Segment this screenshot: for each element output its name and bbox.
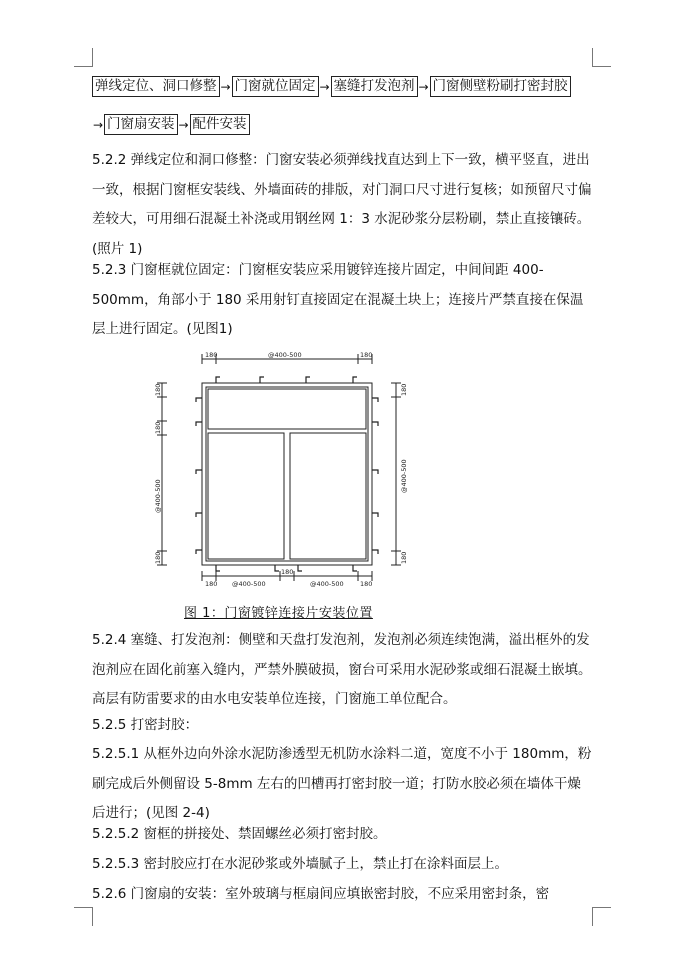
dim-left-2: 180: [154, 421, 162, 434]
dim-top-left: 180: [205, 351, 218, 359]
process-flow-line-1: [92, 76, 571, 97]
dim-left-1: 180: [154, 383, 162, 396]
paragraph-5-2-5-1: 5.2.5.1 从框外边向外涂水泥防渗透型无机防水涂料二道，宽度不小于 180mm，粉刷完成后外侧留设 5-8mm 左右的凹槽再打密封胶一道；打防水胶必须在墙体干燥后进行；(见图 2-4): [92, 746, 592, 821]
arrow-right-icon: →: [418, 79, 429, 94]
crop-mark-bottom-left: [74, 907, 93, 926]
paragraph-5-2-5-2: 5.2.5.2 窗框的拼接处、禁固螺丝必须打密封胶。: [92, 826, 387, 842]
figure-caption: 图 1：门窗镀锌连接片安装位置: [184, 606, 373, 621]
paragraph-5-2-4: 5.2.4 塞缝、打发泡剂：侧壁和天盘打发泡剂，发泡剂必须连续饱满，溢出框外的发泡剂应在固化前塞入缝内，严禁外膜破损，窗台可采用水泥砂浆或细石混凝土嵌填。高层有防雷要求的由水电安装单位连接，门窗施工单位配合。: [92, 632, 592, 707]
dim-bottom-5: 180: [360, 580, 373, 588]
paragraph-5-2-6: 5.2.6 门窗扇的安装：室外玻璃与框扇间应填嵌密封胶，不应采用密封条，密: [92, 886, 550, 902]
dim-left-4: 180: [154, 551, 162, 564]
paragraph-5-2-5: 5.2.5 打密封胶：: [92, 717, 199, 733]
flow-step-2: 门窗就位固定: [232, 76, 319, 97]
window-frame-drawing: [150, 348, 412, 588]
flow-step-1: 弹线定位、洞口修整: [92, 76, 220, 97]
dim-bottom-1: 180: [205, 580, 218, 588]
dim-top-middle: @400-500: [268, 351, 302, 359]
flow-step-6: 配件安装: [190, 114, 250, 135]
dim-right-1: 180: [400, 383, 408, 396]
arrow-right-icon: →: [178, 117, 189, 132]
flow-step-5: 门窗扇安装: [104, 114, 178, 135]
paragraph-5-2-5-3: 5.2.5.3 密封胶应打在水泥砂浆或外墙腻子上，禁止打在涂料面层上。: [92, 856, 509, 872]
crop-mark-top-right: [592, 48, 611, 67]
flow-step-4: 门窗侧壁粉刷打密封胶: [430, 76, 571, 97]
crop-mark-bottom-right: [592, 907, 611, 926]
arrow-right-icon: →: [319, 79, 330, 94]
arrow-right-icon: →: [92, 117, 104, 132]
dim-right-2: @400-500: [400, 459, 408, 493]
dim-left-3: @400-500: [154, 479, 162, 513]
process-flow-line-2: [92, 114, 250, 135]
window-frame-figure: [150, 348, 412, 588]
dim-right-3: 180: [400, 551, 408, 564]
arrow-right-icon: →: [220, 79, 231, 94]
dim-bottom-3: 180: [281, 568, 294, 576]
dim-bottom-2: @400-500: [232, 580, 266, 588]
paragraph-5-2-2: 5.2.2 弹线定位和洞口修整：门窗安装必须弹线找直达到上下一致，横平竖直，进出一致，根据门窗框安装线、外墙面砖的排版，对门洞口尺寸进行复核；如预留尺寸偏差较大，可用细石混凝土补浇或用钢丝网 1：3 水泥砂浆分层粉刷，禁止直接镶砖。(照片 1): [92, 152, 592, 257]
dim-top-right: 180: [360, 351, 373, 359]
paragraph-5-2-3: 5.2.3 门窗框就位固定：门窗框安装应采用镀锌连接片固定，中间间距 400-500mm，角部小于 180 采用射钉直接固定在混凝土块上；连接片严禁直接在保温层上进行固定。(见图1): [92, 262, 584, 337]
dim-bottom-4: @400-500: [310, 580, 344, 588]
connector-clip-icons: [196, 377, 378, 571]
crop-mark-top-left: [74, 48, 93, 67]
flow-step-3: 塞缝打发泡剂: [331, 76, 418, 97]
